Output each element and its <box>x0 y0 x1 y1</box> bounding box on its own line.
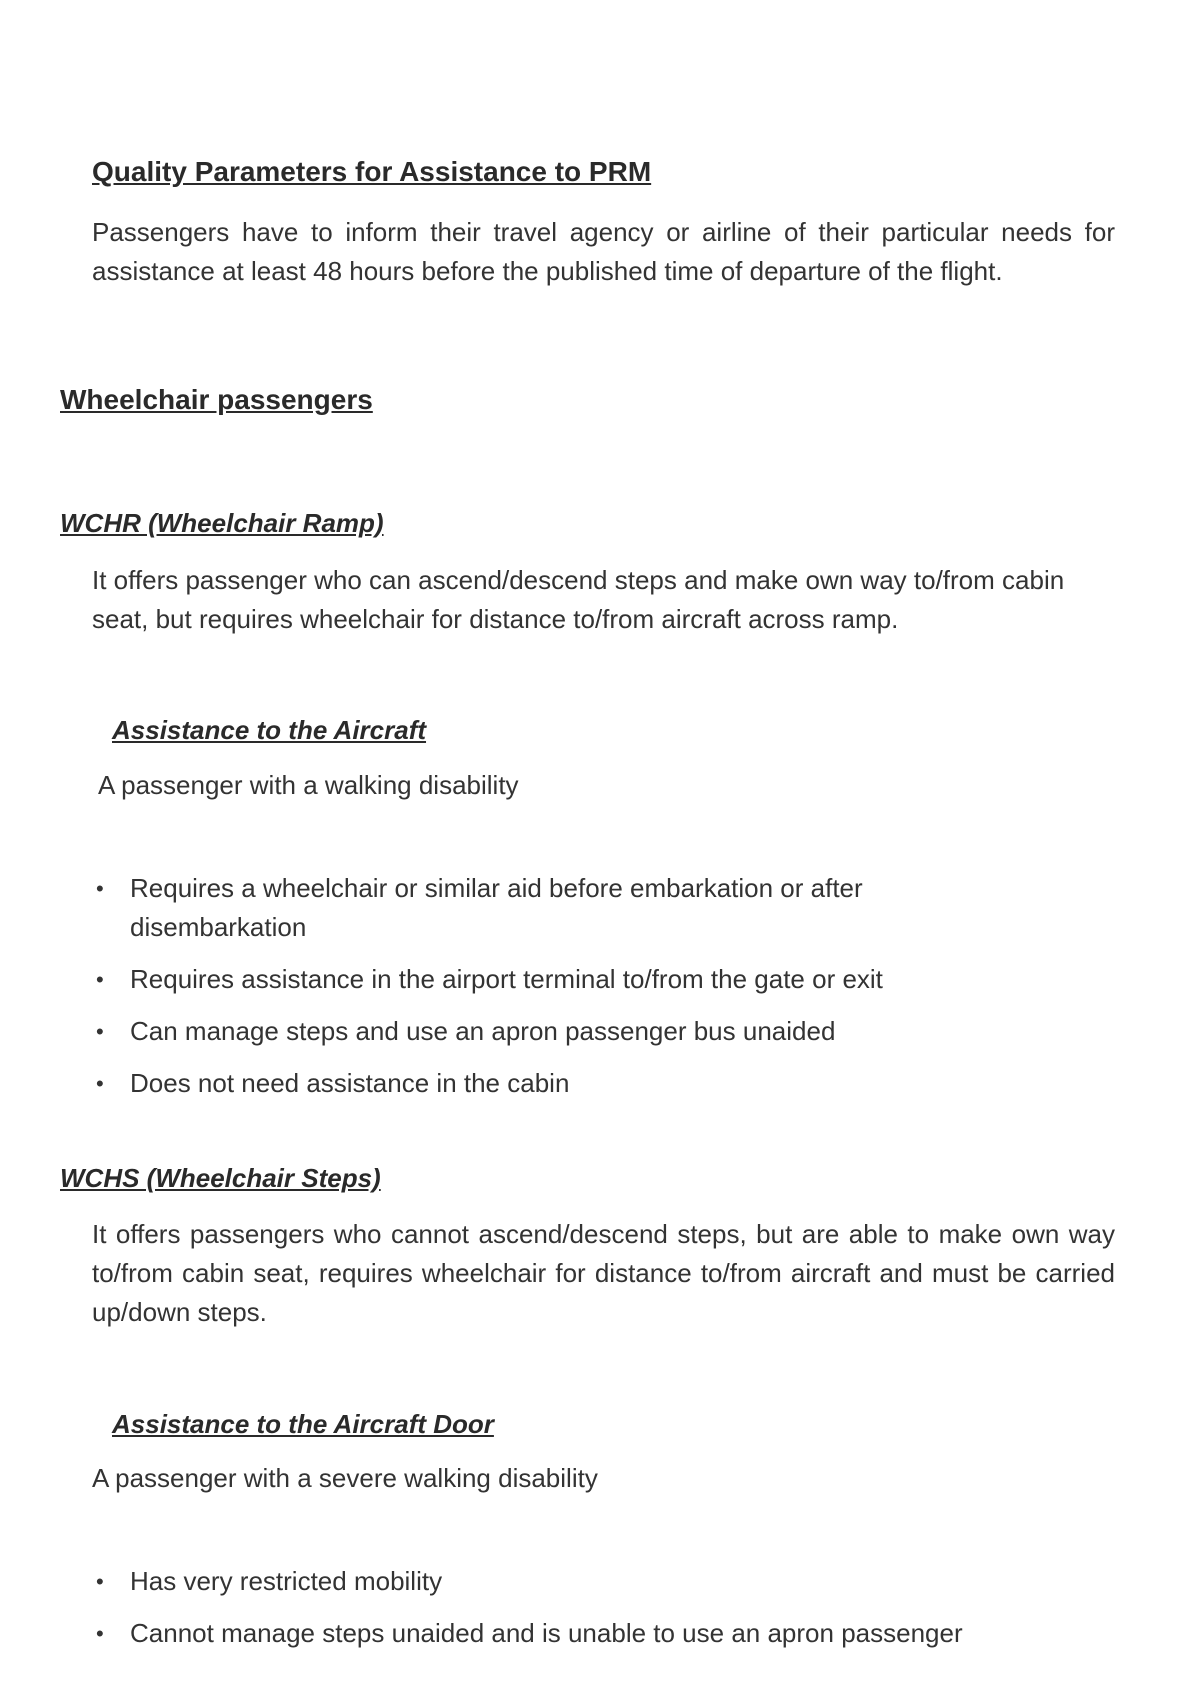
bullet-icon: • <box>96 1071 104 1096</box>
list-item-text: Requires a wheelchair or similar aid before embarkation or after disembarkation <box>130 873 863 942</box>
intro-paragraph: Passengers have to inform their travel agency or airline of their particular needs for assistance at least 48 hours before the published time of departure of the flight. <box>92 217 1115 286</box>
list-item-text: Has very restricted mobility <box>130 1566 443 1596</box>
list-item-text: Does not need assistance in the cabin <box>130 1068 570 1098</box>
bullet-icon: • <box>96 876 104 901</box>
wchr-assistance-heading: Assistance to the Aircraft <box>112 715 427 745</box>
bullet-icon: • <box>96 1019 104 1044</box>
list-item <box>96 960 1080 999</box>
list-item <box>96 869 1030 947</box>
bullet-icon: • <box>96 1621 104 1646</box>
wchr-description: It offers passenger who can ascend/descend steps and make own way to/from cabin seat, but requires wheelchair for distance to/from aircraft across ramp. <box>92 565 1065 634</box>
wchr-passenger-type: A passenger with a walking disability <box>98 770 519 800</box>
list-item-text: Cannot manage steps unaided and is unable to use an apron passenger <box>130 1618 963 1648</box>
list-item <box>96 1614 1130 1653</box>
wheelchair-heading: Wheelchair passengers <box>60 384 373 415</box>
wchs-description: It offers passengers who cannot ascend/descend steps, but are able to make own way to/from cabin seat, requires wheelchair for distance to/from aircraft and must be carried up/down steps. <box>92 1219 1115 1327</box>
list-item-text: Requires assistance in the airport terminal to/from the gate or exit <box>130 964 883 994</box>
wchs-passenger-type: A passenger with a severe walking disability <box>92 1463 598 1493</box>
wchr-heading: WCHR (Wheelchair Ramp) <box>60 508 384 538</box>
wchs-heading: WCHS (Wheelchair Steps) <box>60 1163 381 1193</box>
list-item <box>96 1012 1080 1051</box>
list-item <box>96 1064 1080 1103</box>
bullet-icon: • <box>96 967 104 992</box>
list-item <box>96 1562 1080 1601</box>
list-item-text: Can manage steps and use an apron passenger bus unaided <box>130 1016 836 1046</box>
section-title: Quality Parameters for Assistance to PRM <box>92 156 652 187</box>
bullet-icon: • <box>96 1569 104 1594</box>
wchs-assistance-heading: Assistance to the Aircraft Door <box>112 1409 494 1439</box>
